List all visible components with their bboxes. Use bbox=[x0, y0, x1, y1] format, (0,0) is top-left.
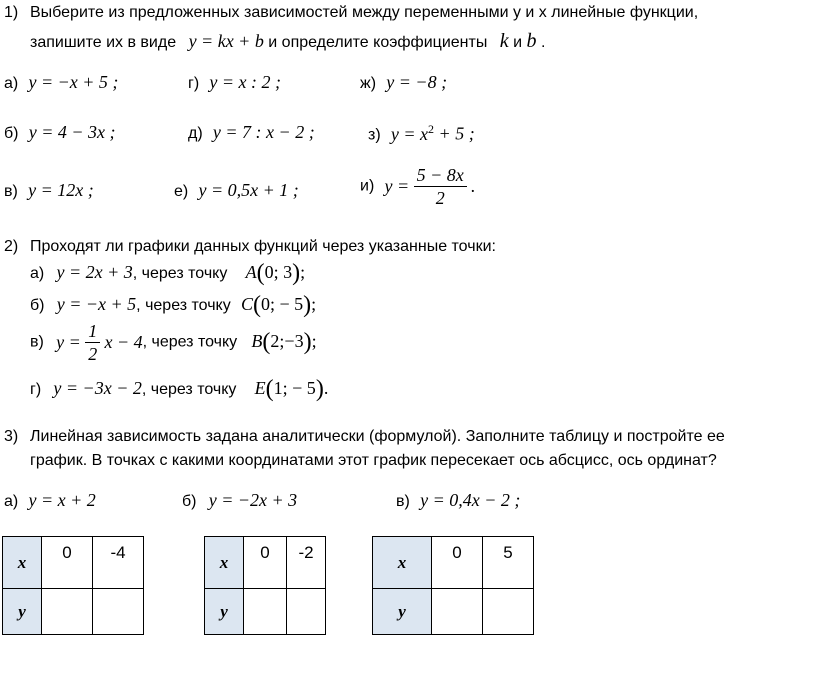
item-label: а) bbox=[4, 493, 19, 510]
task-1-item-e bbox=[174, 180, 299, 201]
item-label: и) bbox=[360, 177, 375, 195]
item-expr-tail: + 5 ; bbox=[434, 123, 475, 144]
task-1-b: b bbox=[526, 30, 537, 52]
task-1-item-i bbox=[360, 164, 476, 209]
item-label: а) bbox=[30, 265, 45, 282]
task-2-number: 2) bbox=[4, 238, 19, 255]
item-text: , через точку bbox=[132, 265, 228, 282]
point-name: E bbox=[254, 378, 266, 398]
task-2-title: Проходят ли графики данных функций через указанные точки: bbox=[30, 238, 496, 255]
item-label: в) bbox=[396, 493, 410, 510]
item-expr: y = 7 : x − 2 ; bbox=[212, 122, 315, 142]
task-2-item-v: в) y = $\frac{1}{2}$ x − 4, через точку B(2;−3); bbox=[30, 321, 317, 364]
item-label: б) bbox=[30, 297, 45, 314]
item-expr: y = 2x + 3 bbox=[56, 262, 133, 282]
item-text: , через точку bbox=[136, 297, 231, 314]
table-y-cell-2[interactable] bbox=[93, 589, 144, 635]
point-name: A bbox=[245, 262, 257, 282]
task-2-item-b: б) y = −x + 5, через точку C(0; − 5); bbox=[30, 292, 317, 318]
table-x-value-1: 0 bbox=[42, 537, 93, 589]
item-label: в) bbox=[4, 183, 18, 200]
fraction-numerator: 5 − 8x bbox=[414, 164, 467, 187]
task-1-line-1: Выберите из предложенных зависимостей между переменными у и х линейные функции, bbox=[30, 4, 699, 21]
value-table-v bbox=[372, 536, 534, 635]
value-table-b bbox=[204, 536, 326, 635]
task-3-item-v bbox=[396, 490, 520, 511]
item-label: д) bbox=[188, 125, 203, 142]
item-expr: y = 0,4x − 2 ; bbox=[420, 490, 521, 510]
table-x-value-2: 5 bbox=[483, 537, 534, 589]
item-text: , через точку bbox=[141, 381, 237, 398]
point-coords: 2;−3 bbox=[270, 331, 304, 351]
task-3-number: 3) bbox=[4, 428, 19, 445]
task-2-item-g: г) y = −3x − 2, через точку E(1; − 5). bbox=[30, 376, 329, 402]
item-label: а) bbox=[4, 75, 19, 92]
item-label: г) bbox=[188, 75, 200, 92]
task-1-item-zh bbox=[360, 72, 447, 93]
task-1-form: y = kx + b bbox=[188, 31, 264, 51]
task-3-line-1: Линейная зависимость задана аналитически (формулой). Заполните таблицу и постройте ее bbox=[30, 428, 725, 445]
table-y-header: y bbox=[3, 589, 42, 635]
item-exponent: 2 bbox=[428, 122, 435, 136]
value-table-a bbox=[2, 536, 144, 635]
item-label: г) bbox=[30, 381, 42, 398]
item-expr: y = −8 ; bbox=[386, 72, 448, 92]
task-1-line-2 bbox=[30, 30, 545, 53]
item-expr: y = 4 − 3x ; bbox=[28, 122, 116, 142]
point-coords: 0; 3 bbox=[264, 262, 293, 282]
table-x-header: x bbox=[3, 537, 42, 589]
item-expr: y = bbox=[384, 176, 414, 196]
point-name: B bbox=[251, 331, 263, 351]
item-expr-tail: x − 4 bbox=[104, 332, 143, 352]
item-text: , через точку bbox=[142, 333, 238, 351]
task-1-line-2b: и определите коэффициенты bbox=[268, 34, 488, 51]
task-1-item-z bbox=[368, 122, 475, 145]
item-expr: y = −3x − 2 bbox=[53, 378, 142, 398]
task-1-and: и bbox=[513, 34, 523, 51]
item-expr: y = −x + 5 ; bbox=[28, 72, 119, 92]
fraction-numerator: 1 bbox=[85, 320, 100, 343]
item-label: ж) bbox=[360, 75, 377, 92]
table-y-cell-2[interactable] bbox=[483, 589, 534, 635]
table-y-cell-1[interactable] bbox=[244, 589, 287, 635]
item-end: ; bbox=[311, 331, 317, 351]
task-1-dot: . bbox=[540, 34, 546, 51]
table-x-value-1: 0 bbox=[432, 537, 483, 589]
task-1-line-2a: запишите их в виде bbox=[30, 34, 177, 51]
task-1-item-g bbox=[188, 72, 281, 93]
table-y-cell-1[interactable] bbox=[42, 589, 93, 635]
table-x-header: x bbox=[205, 537, 244, 589]
task-1-item-d bbox=[188, 122, 315, 143]
table-x-value-1: 0 bbox=[244, 537, 287, 589]
fraction-denominator: 2 bbox=[88, 344, 98, 364]
item-expr: y = bbox=[56, 332, 86, 352]
task-1-number: 1) bbox=[4, 4, 19, 21]
task-3-line-2: график. В точках с какими координатами этот график пересекает ось абсцисс, ось ординат? bbox=[30, 452, 717, 469]
item-label: б) bbox=[182, 493, 197, 510]
item-expr-tail: . bbox=[471, 176, 476, 196]
item-expr: y = x bbox=[390, 123, 429, 144]
point-coords: 0; − 5 bbox=[261, 294, 304, 314]
point-name: C bbox=[240, 294, 253, 314]
item-label: б) bbox=[4, 125, 19, 142]
point-coords: 1; − 5 bbox=[273, 378, 316, 398]
item-end: ; bbox=[300, 262, 306, 282]
fraction bbox=[85, 320, 100, 365]
fraction-denominator: 2 bbox=[435, 188, 445, 208]
task-1-item-v bbox=[4, 180, 94, 201]
item-expr: y = x : 2 ; bbox=[209, 72, 282, 92]
table-y-header: y bbox=[373, 589, 432, 635]
item-label: е) bbox=[174, 183, 189, 200]
item-expr: y = 12x ; bbox=[28, 180, 94, 200]
item-end: ; bbox=[311, 294, 317, 314]
table-x-header: x bbox=[373, 537, 432, 589]
task-1-k: k bbox=[499, 30, 509, 52]
table-x-value-2: -4 bbox=[93, 537, 144, 589]
item-expr: y = x + 2 bbox=[28, 490, 96, 510]
task-1-item-b bbox=[4, 122, 116, 143]
task-2-item-a: а) y = 2x + 3, через точку A(0; 3); bbox=[30, 260, 306, 286]
table-x-value-2: -2 bbox=[287, 537, 326, 589]
table-y-cell-2[interactable] bbox=[287, 589, 326, 635]
task-3-item-b bbox=[182, 490, 297, 511]
item-expr: y = 0,5x + 1 ; bbox=[198, 180, 299, 200]
task-1-item-a bbox=[4, 72, 118, 93]
item-end: . bbox=[323, 378, 329, 398]
item-label: в) bbox=[30, 333, 44, 351]
item-expr: y = −x + 5 bbox=[56, 294, 137, 314]
fraction bbox=[414, 164, 467, 209]
task-3-item-a bbox=[4, 490, 96, 511]
table-y-header: y bbox=[205, 589, 244, 635]
item-label: з) bbox=[368, 126, 381, 144]
item-expr: y = −2x + 3 bbox=[208, 490, 298, 510]
table-y-cell-1[interactable] bbox=[432, 589, 483, 635]
